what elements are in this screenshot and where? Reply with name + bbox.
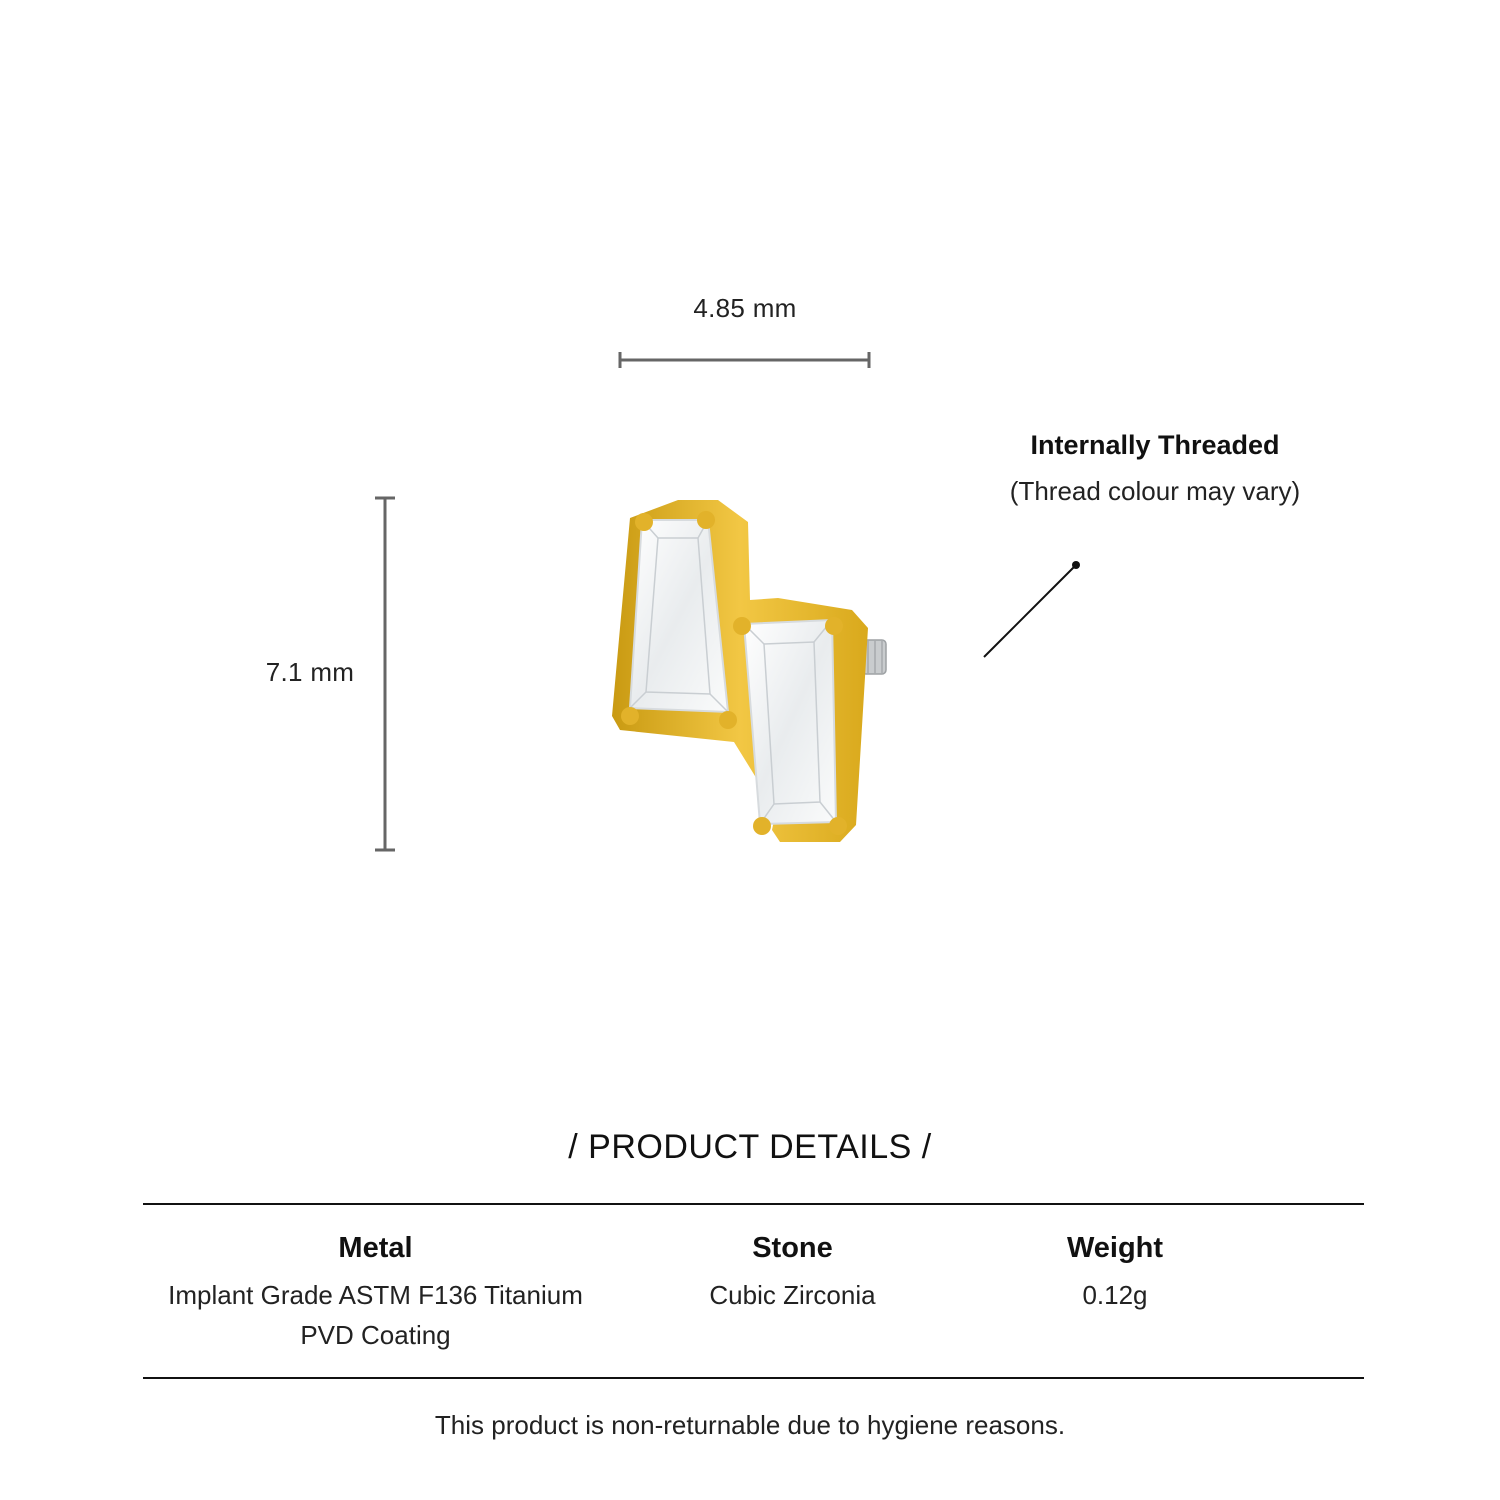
internally-threaded-heading: Internally Threaded (1030, 430, 1280, 460)
callout-leader-line (980, 560, 1080, 660)
stone-column (620, 1232, 965, 1315)
thread-colour-note: (Thread colour may vary) (1009, 476, 1301, 506)
stone-heading: Stone (752, 1232, 833, 1264)
details-bottom-divider (143, 1377, 1364, 1379)
weight-column (965, 1232, 1265, 1315)
metal-value-line-2: PVD Coating (300, 1320, 451, 1350)
product-details-title: / PRODUCT DETAILS / (568, 1128, 932, 1166)
width-dimension-rule (618, 352, 871, 368)
metal-value-line-1: Implant Grade ASTM F136 Titanium (168, 1280, 583, 1310)
non-returnable-disclaimer: This product is non-returnable due to hygiene reasons. (434, 1410, 1066, 1440)
height-dimension-rule (375, 496, 395, 852)
gold-baguette-stud-icon (600, 480, 900, 860)
details-top-divider (143, 1203, 1364, 1205)
weight-heading: Weight (1066, 1232, 1164, 1264)
stone-value: Cubic Zirconia (709, 1280, 876, 1310)
width-dimension-label: 4.85 mm (693, 293, 797, 323)
metal-heading: Metal (338, 1232, 413, 1264)
metal-column (143, 1232, 608, 1355)
weight-value: 0.12g (1082, 1280, 1148, 1310)
height-dimension-label: 7.1 mm (265, 657, 355, 687)
